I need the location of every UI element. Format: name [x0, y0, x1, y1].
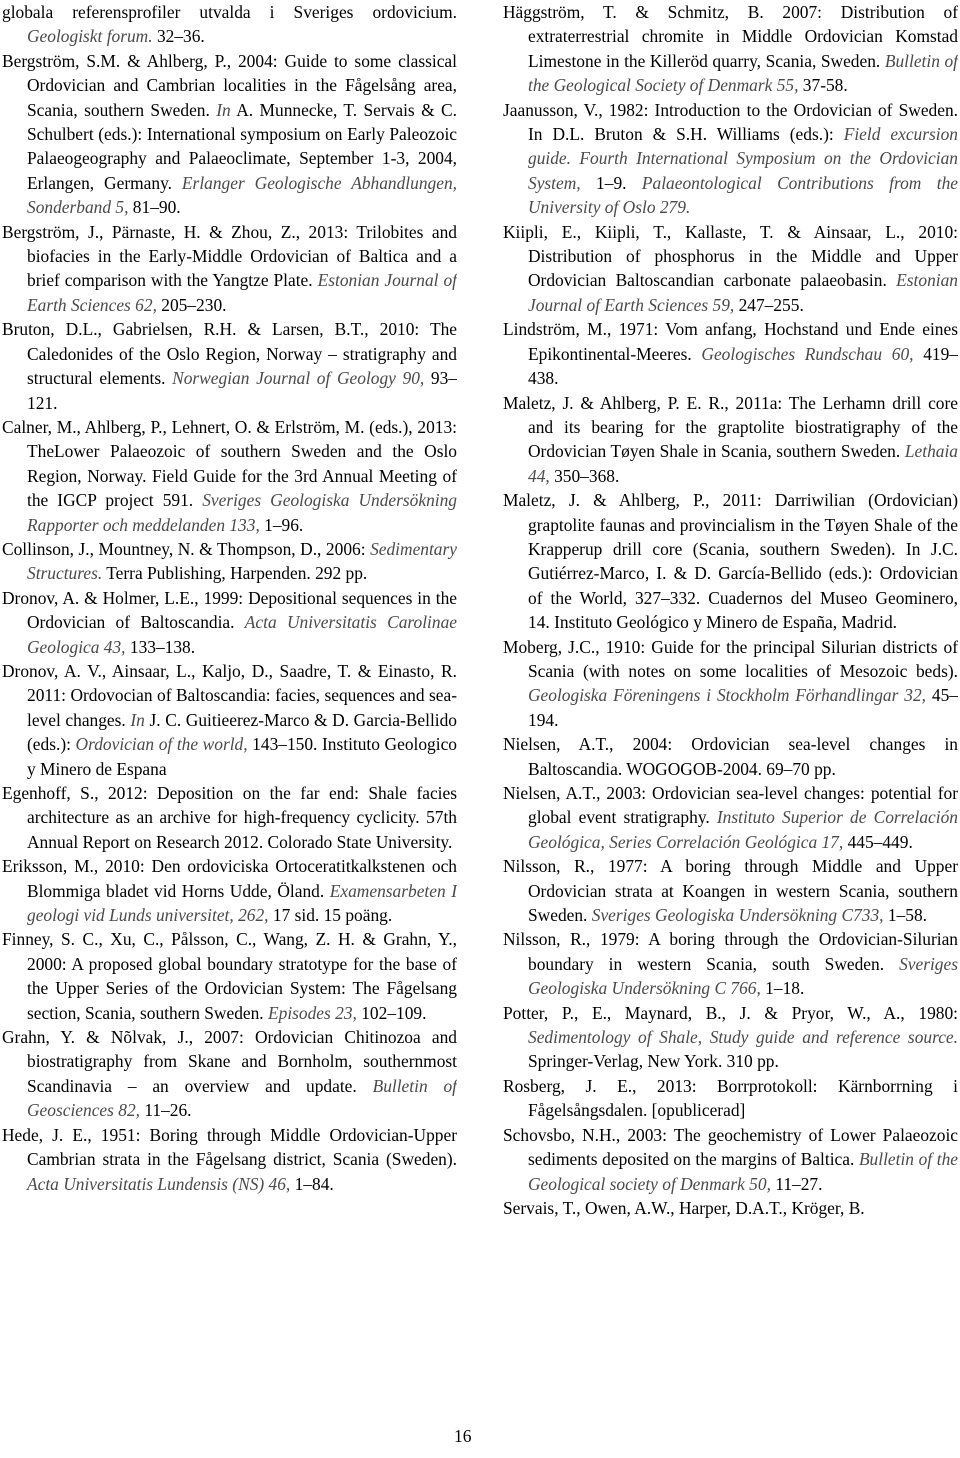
- reference-italic-part: Norwegian Journal of Geology 90,: [172, 368, 425, 389]
- reference-text-part: 143–150. Instituto Geologico y Minero de Espana: [27, 734, 457, 779]
- reference-text-part: Potter, P., E., Maynard, B., J. & Pryor, W., A., 1980:: [503, 1002, 958, 1023]
- reference-column-right: [503, 0, 958, 1220]
- reference-entry: [503, 1123, 958, 1196]
- reference-text-part: Häggström, T. & Schmitz, B. 2007: Distribution of extraterrestrial chromite in Middle Ordovician Komstad Limestone in the Killeröd quarry, Scania, Sweden.: [503, 2, 958, 71]
- reference-text-part: Calner, M., Ahlberg, P., Lehnert, O. & Erlström, M. (eds.), 2013: TheLower Palaeozoic of southern Sweden and the Oslo Region, Norway. Field Guide for the 3rd Annual Meeting of the IGCP project 591.: [2, 416, 457, 511]
- reference-entry: [503, 317, 958, 390]
- reference-italic-part: Geologiska Föreningens i Stockholm Förhandlingar 32,: [528, 685, 927, 706]
- reference-text-part: 445–449.: [843, 831, 913, 852]
- page-number: 16: [454, 1426, 472, 1446]
- reference-entry: [503, 854, 958, 927]
- reference-entry: [2, 220, 457, 318]
- reference-italic-part: Sveriges Geologiska Undersökning Rapporter och meddelanden 133,: [27, 490, 457, 535]
- reference-entry: [503, 927, 958, 1000]
- reference-entry: [2, 49, 457, 220]
- reference-text-part: Dronov, A. & Holmer, L.E., 1999: Depositional sequences in the Ordovician of Baltoscandia.: [2, 587, 457, 633]
- reference-entry: [503, 732, 958, 781]
- reference-text-part: Jaanusson, V., 1982: Introduction to the Ordovician of Sweden. In D.L. Bruton & S.H. Williams (eds.):: [503, 99, 958, 145]
- reference-text-part: Collinson, J., Mountney, N. & Thompson, D., 2006:: [2, 538, 371, 559]
- reference-italic-part: Acta Universitatis Carolinae Geologica 43,: [27, 612, 457, 657]
- reference-text-part: Springer-Verlag, New York. 310 pp.: [528, 1051, 779, 1072]
- reference-text-part: 205–230.: [156, 294, 227, 315]
- reference-text-part: Nielsen, A.T., 2003: Ordovician sea-level changes: potential for global event stratigraphy.: [503, 783, 958, 828]
- reference-entry: [2, 854, 457, 927]
- reference-text-part: Bruton, D.L., Gabrielsen, R.H. & Larsen, B.T., 2010: The Caledonides of the Oslo Region, Norway – stratigraphy and structural elements.: [2, 319, 457, 389]
- reference-entry: [2, 415, 457, 537]
- reference-text-part: Hede, J. E., 1951: Boring through Middle Ordovician-Upper Cambrian strata in the Fågelsang district, Scania (Sweden).: [2, 1124, 457, 1170]
- reference-text-part: Nilsson, R., 1979: A boring through the Ordovician-Silurian boundary in western Scania, south Sweden.: [503, 929, 958, 974]
- reference-entry: [2, 317, 457, 415]
- reference-italic-part: Bulletin of the Geological Society of Denmark 55,: [528, 50, 958, 96]
- reference-text-part: 17 sid. 15 poäng.: [268, 905, 393, 926]
- reference-text-part: 1–18.: [760, 978, 805, 999]
- reference-text-part: Grahn, Y. & Nõlvak, J., 2007: Ordovician Chitinozoa and biostratigraphy from Skane and Bornholm, southernmost Scandinavia – an overview and update.: [2, 1027, 457, 1096]
- reference-italic-part: In: [130, 709, 145, 730]
- reference-text-part: 1–84.: [290, 1173, 334, 1194]
- reference-italic-part: Bulletin of Geosciences 82,: [27, 1075, 457, 1121]
- reference-entry: [2, 927, 457, 1025]
- reference-text-part: Dronov, A. V., Ainsaar, L., Kaljo, D., Saadre, T. & Einasto, R. 2011: Ordovocian of Baltoscandia: facies, sequences and sea-level changes.: [2, 660, 457, 730]
- reference-text-part: Terra Publishing, Harpenden. 292 pp.: [102, 563, 368, 584]
- reference-italic-part: Acta Universitatis Lundensis (NS) 46,: [27, 1173, 291, 1194]
- reference-text-part: Nielsen, A.T., 2004: Ordovician sea-level changes in Baltoscandia. WOGOGOB-2004. 69–70 pp.: [503, 734, 958, 779]
- reference-italic-part: Palaeontological Contributions from the University of Oslo 279.: [528, 172, 958, 218]
- reference-entry: [503, 220, 958, 318]
- reference-text-part: 247–255.: [734, 294, 804, 315]
- reference-entry: [2, 1123, 457, 1196]
- reference-text-part: 133–138.: [125, 636, 196, 657]
- reference-entry: [503, 781, 958, 854]
- reference-entry: [2, 0, 457, 49]
- reference-text-part: Finney, S. C., Xu, C., Pålsson, C., Wang, Z. H. & Grahn, Y., 2000: A proposed global boundary stratotype for the base of the Upper Series of the Ordovician System: The Fågelsang section, Scania, southern Sweden.: [2, 929, 457, 1023]
- reference-italic-part: Bulletin of the Geological society of Denmark 50,: [528, 1149, 958, 1194]
- reference-entry: [503, 0, 958, 98]
- reference-text-part: Moberg, J.C., 1910: Guide for the principal Silurian districts of Scania (with notes on some localities of Mesozoic beds).: [503, 636, 958, 681]
- reference-text-part: Nilsson, R., 1977: A boring through Middle and Upper Ordovician strata at Koangen in western Scania, southern Sweden.: [503, 856, 958, 926]
- reference-text-part: globala referensprofiler utvalda i Sveriges ordovicium.: [2, 2, 457, 22]
- reference-entry: [2, 659, 457, 781]
- reference-text-part: Kiipli, E., Kiipli, T., Kallaste, T. & Ainsaar, L., 2010: Distribution of phosphorus in the Middle and Upper Ordovician Baltoscandian carbonate palaeobasin.: [503, 221, 958, 291]
- reference-text-part: 45–194.: [528, 685, 958, 730]
- reference-text-part: 32–36.: [152, 26, 205, 47]
- reference-italic-part: In: [216, 99, 231, 120]
- reference-text-part: Servais, T., Owen, A.W., Harper, D.A.T., Kröger, B.: [503, 1197, 865, 1218]
- reference-text-part: 11–26.: [140, 1100, 192, 1121]
- reference-italic-part: Episodes 23,: [268, 1002, 357, 1023]
- reference-text-part: Bergström, S.M. & Ahlberg, P., 2004: Guide to some classical Ordovician and Cambrian localities in the Fågelsång area, Scania, southern Sweden.: [2, 50, 457, 120]
- reference-entry: [503, 391, 958, 489]
- reference-entry: [2, 537, 457, 586]
- reference-text-part: Rosberg, J. E., 2013: Borrprotokoll: Kärnborrning i Fågelsångsdalen. [opublicerad]: [503, 1075, 958, 1121]
- reference-italic-part: Sedimentary Structures.: [27, 538, 457, 584]
- reference-entry: [503, 635, 958, 733]
- reference-text-part: 11–27.: [770, 1173, 823, 1194]
- reference-text-part: 1–9.: [580, 172, 642, 193]
- reference-italic-part: Estonian Journal of Earth Sciences 62,: [27, 270, 457, 315]
- reference-text-part: Schovsbo, N.H., 2003: The geochemistry of Lower Palaeozoic sediments deposited on the margins of Baltica.: [503, 1124, 958, 1170]
- reference-italic-part: Estonian Journal of Earth Sciences 59,: [528, 270, 958, 315]
- reference-entry: [2, 781, 457, 854]
- reference-text-part: 81–90.: [128, 197, 181, 218]
- reference-text-part: J. C. Guitieerez-Marco & D. Garcia-Bellido (eds.):: [27, 709, 457, 755]
- reference-text-part: 1–58.: [883, 905, 927, 926]
- reference-text-part: A. Munnecke, T. Servais & C. Schulbert (eds.): International symposium on Early Paleozoic Palaeogeography and Palaeoclimate, September 1-3, 2004, Erlangen, Germany.: [27, 99, 457, 193]
- reference-text-part: Egenhoff, S., 2012: Deposition on the far end: Shale facies architecture as an archive for high-frequency cyclicity. 57th Annual Report on Research 2012. Colorado State University.: [2, 783, 457, 852]
- reference-text-part: Eriksson, M., 2010: Den ordoviciska Ortoceratitkalkstenen och Blommiga bladet vid Horns Udde, Öland.: [2, 856, 457, 901]
- reference-text-part: 419–438.: [528, 343, 958, 389]
- reference-text-part: 93–121.: [27, 368, 457, 413]
- reference-entry: [2, 586, 457, 659]
- reference-text-part: 102–109.: [356, 1002, 427, 1023]
- reference-entry: [503, 1074, 958, 1123]
- reference-entry: [503, 488, 958, 634]
- reference-text-part: Maletz, J. & Ahlberg, P., 2011: Darriwilian (Ordovician) graptolite faunas and provincialism in the Tøyen Shale of the Krapperup drill core (Scania, southern Sweden). In J.C. Gutiérrez-Marco, I. & D. García-Bellido (eds.): Ordovician of the World, 327–332. Cuadernos del Museo Geominero, 14. Instituto Geológico y Minero de España, Madrid.: [503, 490, 958, 633]
- reference-text-part: Bergström, J., Pärnaste, H. & Zhou, Z., 2013: Trilobites and biofacies in the Early-Middle Ordovician of Baltica and a brief comparison with the Yangtze Plate.: [2, 221, 457, 291]
- reference-italic-part: Instituto Superior de Correlación Geológica, Series Correlación Geológica 17,: [528, 807, 958, 852]
- reference-entry: [503, 1196, 958, 1220]
- reference-text-part: Lindström, M., 1971: Vom anfang, Hochstand und Ende eines Epikontinental-Meeres.: [503, 319, 958, 364]
- reference-italic-part: Lethaia 44,: [528, 441, 958, 486]
- reference-italic-part: Geologiskt forum.: [27, 26, 153, 47]
- reference-italic-part: Examensarbeten I geologi vid Lunds universitet, 262,: [27, 880, 457, 926]
- reference-text-part: 350–368.: [549, 465, 620, 486]
- reference-entry: [503, 98, 958, 220]
- reference-italic-part: Sedimentology of Shale, Study guide and reference source.: [528, 1027, 958, 1048]
- reference-italic-part: Sveriges Geologiska Undersökning C 766,: [528, 953, 958, 999]
- reference-entry: [503, 1001, 958, 1074]
- reference-italic-part: Field excursion guide. Fourth International Symposium on the Ordovician System,: [528, 124, 958, 193]
- reference-text-part: Maletz, J. & Ahlberg, P. E. R., 2011a: The Lerhamn drill core and its bearing for the graptolite biostratigraphy of the Ordovician Tøyen Shale in Scania, southern Sweden.: [503, 392, 958, 462]
- reference-column-left: [2, 0, 457, 1196]
- reference-italic-part: Sveriges Geologiska Undersökning C733,: [591, 905, 884, 926]
- reference-italic-part: Geologisches Rundschau 60,: [701, 343, 914, 364]
- reference-entry: [2, 1025, 457, 1123]
- reference-italic-part: Erlanger Geologische Abhandlungen, Sonderband 5,: [27, 172, 457, 218]
- reference-text-part: 1–96.: [259, 514, 304, 535]
- reference-text-part: 37-58.: [798, 75, 848, 96]
- reference-italic-part: Ordovician of the world,: [75, 734, 248, 755]
